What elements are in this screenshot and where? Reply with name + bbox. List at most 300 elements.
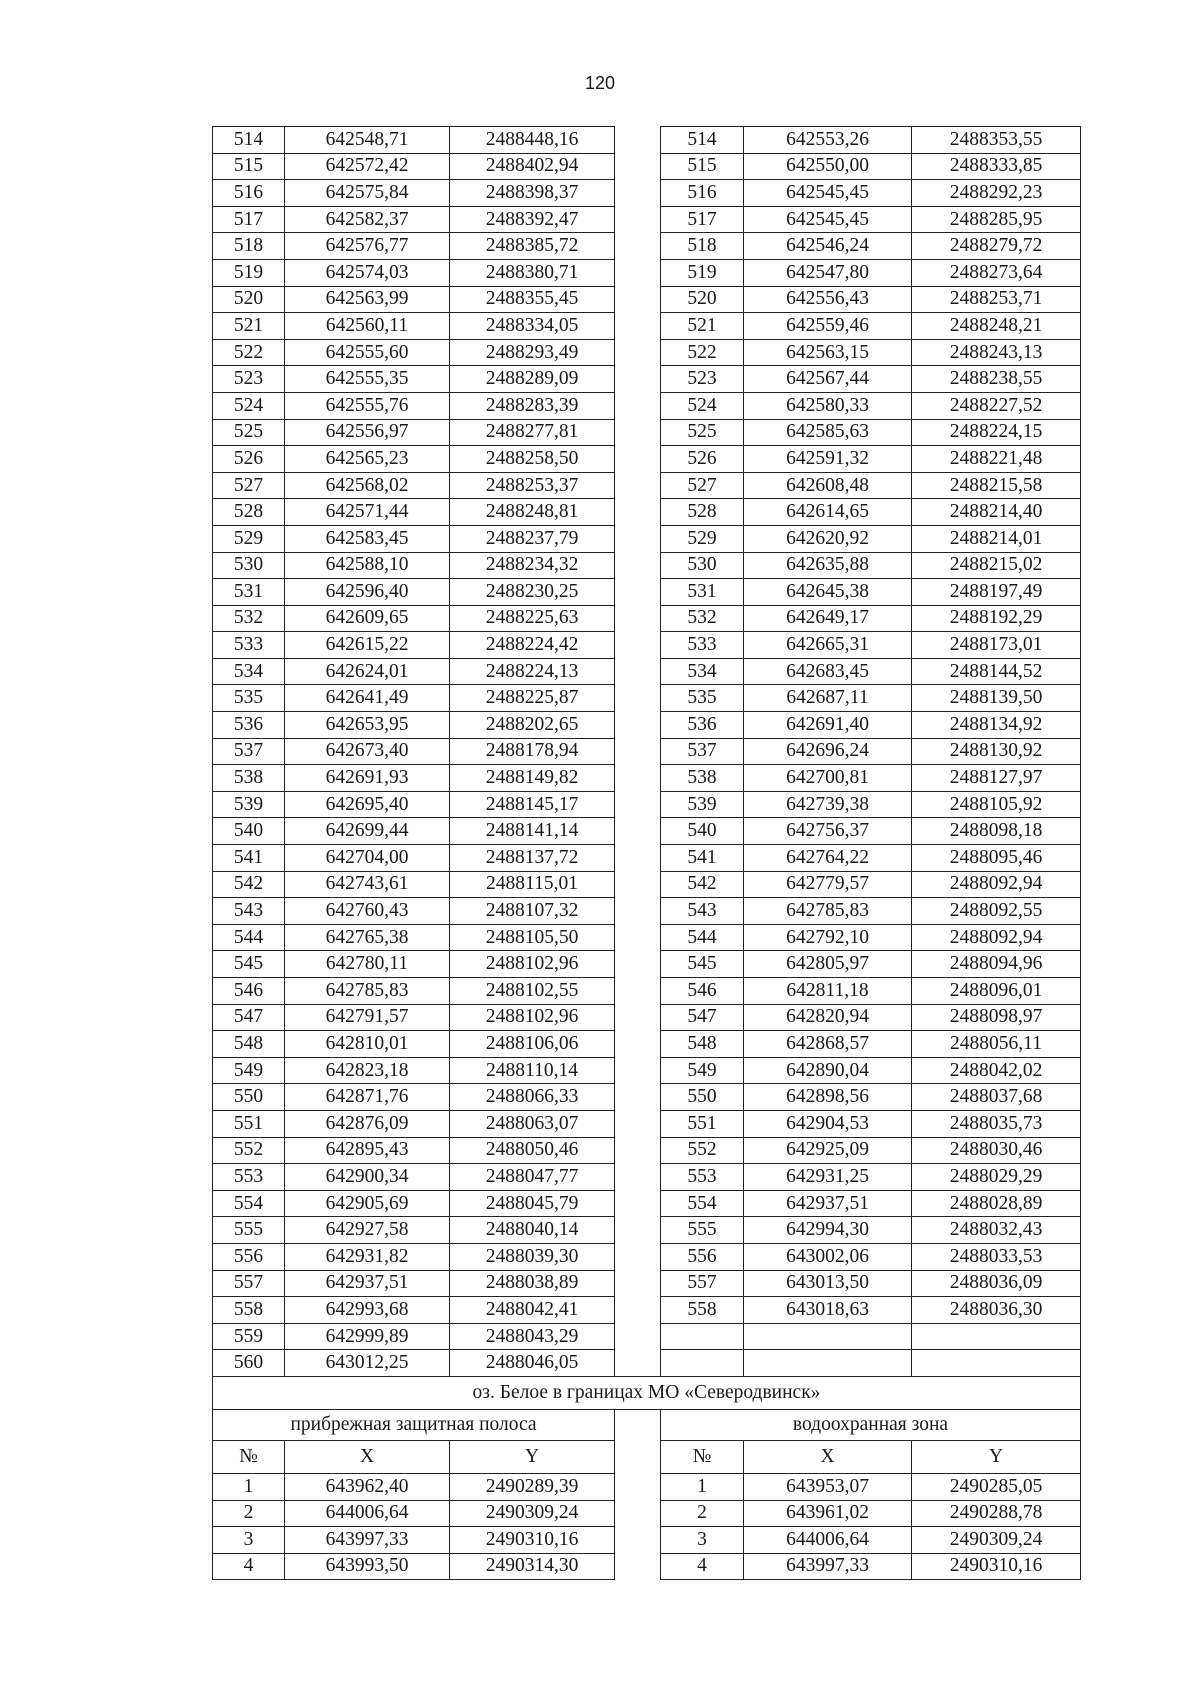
y-right: 2488098,18 bbox=[912, 818, 1081, 845]
x-right: 643961,02 bbox=[744, 1500, 912, 1527]
x-right: 642868,57 bbox=[744, 1031, 912, 1058]
gap-cell bbox=[615, 951, 661, 978]
y-right: 2488215,02 bbox=[912, 552, 1081, 579]
point-number-left: 556 bbox=[213, 1243, 285, 1270]
table-row bbox=[213, 1031, 1081, 1058]
gap-cell bbox=[615, 1164, 661, 1191]
gap-cell bbox=[615, 1270, 661, 1297]
x-left: 642999,89 bbox=[285, 1323, 450, 1350]
y-right: 2488033,53 bbox=[912, 1243, 1081, 1270]
gap-cell bbox=[615, 259, 661, 286]
table-row bbox=[213, 738, 1081, 765]
point-number-left: 526 bbox=[213, 446, 285, 473]
point-number-left: 555 bbox=[213, 1217, 285, 1244]
gap-cell bbox=[615, 1137, 661, 1164]
x-left: 642905,69 bbox=[285, 1190, 450, 1217]
x-right: 642820,94 bbox=[744, 1004, 912, 1031]
x-right: 642591,32 bbox=[744, 446, 912, 473]
point-number-right: 519 bbox=[661, 259, 744, 286]
table-row bbox=[213, 446, 1081, 473]
y-left: 2488102,96 bbox=[450, 951, 615, 978]
table-row bbox=[213, 1217, 1081, 1244]
x-left: 642931,82 bbox=[285, 1243, 450, 1270]
x-right: 642665,31 bbox=[744, 632, 912, 659]
gap-cell bbox=[615, 1190, 661, 1217]
y-right: 2488285,95 bbox=[912, 206, 1081, 233]
table-row bbox=[213, 1297, 1081, 1324]
x-left: 642556,97 bbox=[285, 419, 450, 446]
y-left: 2488137,72 bbox=[450, 845, 615, 872]
point-number-right: 536 bbox=[661, 712, 744, 739]
point-number-right: 550 bbox=[661, 1084, 744, 1111]
y-left: 2488046,05 bbox=[450, 1350, 615, 1377]
gap-cell bbox=[615, 525, 661, 552]
point-number-left: 525 bbox=[213, 419, 285, 446]
point-number-right: 517 bbox=[661, 206, 744, 233]
point-number-right: 534 bbox=[661, 658, 744, 685]
point-number-right: 524 bbox=[661, 392, 744, 419]
y-left: 2488107,32 bbox=[450, 898, 615, 925]
x-right: 643013,50 bbox=[744, 1270, 912, 1297]
point-number-right: 4 bbox=[661, 1553, 744, 1580]
gap-cell bbox=[615, 632, 661, 659]
table-row bbox=[213, 259, 1081, 286]
y-right: 2488036,30 bbox=[912, 1297, 1081, 1324]
point-number-left: 557 bbox=[213, 1270, 285, 1297]
y-right: 2488056,11 bbox=[912, 1031, 1081, 1058]
gap-cell bbox=[615, 286, 661, 313]
table-row bbox=[213, 1057, 1081, 1084]
gap-cell bbox=[615, 313, 661, 340]
table-row bbox=[213, 127, 1081, 154]
gap-cell bbox=[615, 605, 661, 632]
x-left: 642560,11 bbox=[285, 313, 450, 340]
point-number-left: 538 bbox=[213, 765, 285, 792]
gap-cell bbox=[615, 499, 661, 526]
table-row bbox=[213, 712, 1081, 739]
gap-cell bbox=[615, 366, 661, 393]
point-number-right: 522 bbox=[661, 339, 744, 366]
x-left: 642583,45 bbox=[285, 525, 450, 552]
gap-cell bbox=[615, 1217, 661, 1244]
y-left: 2488293,49 bbox=[450, 339, 615, 366]
x-right: 642546,24 bbox=[744, 233, 912, 260]
x-left: 643012,25 bbox=[285, 1350, 450, 1377]
x-left: 642575,84 bbox=[285, 180, 450, 207]
table-row bbox=[213, 871, 1081, 898]
section-caption-row bbox=[213, 1376, 1081, 1409]
point-number-right: 2 bbox=[661, 1500, 744, 1527]
x-right: 642649,17 bbox=[744, 605, 912, 632]
point-number-right: 533 bbox=[661, 632, 744, 659]
x-right: 642545,45 bbox=[744, 206, 912, 233]
y-left: 2488224,13 bbox=[450, 658, 615, 685]
x-left: 642743,61 bbox=[285, 871, 450, 898]
y-left: 2488102,96 bbox=[450, 1004, 615, 1031]
y-right: 2488139,50 bbox=[912, 685, 1081, 712]
point-number-left: 531 bbox=[213, 579, 285, 606]
x-right: 643018,63 bbox=[744, 1297, 912, 1324]
y-right: 2488037,68 bbox=[912, 1084, 1081, 1111]
y-left: 2488355,45 bbox=[450, 286, 615, 313]
y-left: 2488141,14 bbox=[450, 818, 615, 845]
point-number-right: 515 bbox=[661, 153, 744, 180]
point-number-left: 549 bbox=[213, 1057, 285, 1084]
x-right: 642635,88 bbox=[744, 552, 912, 579]
table-row bbox=[213, 1110, 1081, 1137]
point-number-right: 546 bbox=[661, 978, 744, 1005]
gap-cell bbox=[615, 1110, 661, 1137]
point-number-right: 548 bbox=[661, 1031, 744, 1058]
point-number-right: 532 bbox=[661, 605, 744, 632]
y-right: 2488105,92 bbox=[912, 791, 1081, 818]
y-right: 2488292,23 bbox=[912, 180, 1081, 207]
table-row bbox=[213, 525, 1081, 552]
x-right: 642567,44 bbox=[744, 366, 912, 393]
y-right: 2490288,78 bbox=[912, 1500, 1081, 1527]
table-row bbox=[213, 339, 1081, 366]
x-right: 642620,92 bbox=[744, 525, 912, 552]
y-right: 2488096,01 bbox=[912, 978, 1081, 1005]
point-number-left: 528 bbox=[213, 499, 285, 526]
x-right: 642645,38 bbox=[744, 579, 912, 606]
y-left: 2488202,65 bbox=[450, 712, 615, 739]
table-row bbox=[213, 685, 1081, 712]
table-row bbox=[213, 1270, 1081, 1297]
x-left: 642765,38 bbox=[285, 924, 450, 951]
x-right bbox=[744, 1323, 912, 1350]
point-number-right: 523 bbox=[661, 366, 744, 393]
y-left: 2488230,25 bbox=[450, 579, 615, 606]
x-right: 642811,18 bbox=[744, 978, 912, 1005]
y-right bbox=[912, 1323, 1081, 1350]
point-number-left: 543 bbox=[213, 898, 285, 925]
point-number-right bbox=[661, 1350, 744, 1377]
y-left: 2488178,94 bbox=[450, 738, 615, 765]
y-left: 2488050,46 bbox=[450, 1137, 615, 1164]
x-right: 642614,65 bbox=[744, 499, 912, 526]
y-right: 2488214,01 bbox=[912, 525, 1081, 552]
gap-cell bbox=[615, 153, 661, 180]
table-row bbox=[213, 579, 1081, 606]
point-number-right: 518 bbox=[661, 233, 744, 260]
table-row bbox=[213, 845, 1081, 872]
y-left: 2488066,33 bbox=[450, 1084, 615, 1111]
point-number-right: 551 bbox=[661, 1110, 744, 1137]
point-number-left: 558 bbox=[213, 1297, 285, 1324]
y-left: 2490314,30 bbox=[450, 1553, 615, 1580]
point-number-left: 518 bbox=[213, 233, 285, 260]
x-right: 642904,53 bbox=[744, 1110, 912, 1137]
gap-cell bbox=[615, 1057, 661, 1084]
point-number-right: 3 bbox=[661, 1527, 744, 1554]
point-number-right: 530 bbox=[661, 552, 744, 579]
upper-rows bbox=[213, 127, 1081, 1377]
point-number-right: 527 bbox=[661, 472, 744, 499]
table-row bbox=[213, 765, 1081, 792]
column-header-row bbox=[213, 1440, 1081, 1473]
x-left: 642571,44 bbox=[285, 499, 450, 526]
gap-cell bbox=[615, 924, 661, 951]
point-number-right: 539 bbox=[661, 791, 744, 818]
gap-cell bbox=[615, 180, 661, 207]
x-left: 642810,01 bbox=[285, 1031, 450, 1058]
point-number-left: 534 bbox=[213, 658, 285, 685]
x-left: 642695,40 bbox=[285, 791, 450, 818]
page-number: 120 bbox=[584, 73, 616, 93]
x-right: 642785,83 bbox=[744, 898, 912, 925]
table-row bbox=[213, 313, 1081, 340]
left-subtitle: прибрежная защитная полоса bbox=[213, 1409, 615, 1440]
point-number-left: 1 bbox=[213, 1473, 285, 1500]
point-number-right: 1 bbox=[661, 1473, 744, 1500]
y-right: 2488127,97 bbox=[912, 765, 1081, 792]
gap-cell bbox=[615, 1297, 661, 1324]
x-left: 642555,76 bbox=[285, 392, 450, 419]
point-number-left: 516 bbox=[213, 180, 285, 207]
y-right: 2488030,46 bbox=[912, 1137, 1081, 1164]
y-right: 2488092,94 bbox=[912, 924, 1081, 951]
y-right: 2488094,96 bbox=[912, 951, 1081, 978]
coordinates-table bbox=[212, 126, 1081, 1580]
point-number-right: 526 bbox=[661, 446, 744, 473]
point-number-right: 542 bbox=[661, 871, 744, 898]
x-right: 642696,24 bbox=[744, 738, 912, 765]
x-right: 642898,56 bbox=[744, 1084, 912, 1111]
right-subtitle: водоохранная зона bbox=[661, 1409, 1081, 1440]
gap-cell bbox=[615, 845, 661, 872]
point-number-left: 546 bbox=[213, 978, 285, 1005]
y-right: 2488092,94 bbox=[912, 871, 1081, 898]
point-number-right: 549 bbox=[661, 1057, 744, 1084]
y-right: 2488028,89 bbox=[912, 1190, 1081, 1217]
point-number-left: 4 bbox=[213, 1553, 285, 1580]
table-row bbox=[213, 898, 1081, 925]
subtitle-row bbox=[213, 1409, 1081, 1440]
point-number-left: 541 bbox=[213, 845, 285, 872]
table-row bbox=[213, 978, 1081, 1005]
point-number-right: 554 bbox=[661, 1190, 744, 1217]
x-left: 642780,11 bbox=[285, 951, 450, 978]
table-row bbox=[213, 153, 1081, 180]
point-number-right: 547 bbox=[661, 1004, 744, 1031]
x-left: 642673,40 bbox=[285, 738, 450, 765]
x-right: 642580,33 bbox=[744, 392, 912, 419]
point-number-left: 521 bbox=[213, 313, 285, 340]
x-right: 642739,38 bbox=[744, 791, 912, 818]
point-number-right: 531 bbox=[661, 579, 744, 606]
x-left: 642823,18 bbox=[285, 1057, 450, 1084]
y-right: 2488173,01 bbox=[912, 632, 1081, 659]
x-left: 642871,76 bbox=[285, 1084, 450, 1111]
y-left: 2488402,94 bbox=[450, 153, 615, 180]
point-number-left: 520 bbox=[213, 286, 285, 313]
gap-cell bbox=[615, 1323, 661, 1350]
point-number-left: 548 bbox=[213, 1031, 285, 1058]
point-number-left: 532 bbox=[213, 605, 285, 632]
point-number-left: 535 bbox=[213, 685, 285, 712]
gap-cell bbox=[615, 978, 661, 1005]
table-row bbox=[213, 924, 1081, 951]
x-right: 642756,37 bbox=[744, 818, 912, 845]
table-row bbox=[213, 632, 1081, 659]
y-left: 2488115,01 bbox=[450, 871, 615, 898]
table-row bbox=[213, 1190, 1081, 1217]
y-right: 2488214,40 bbox=[912, 499, 1081, 526]
y-left: 2488063,07 bbox=[450, 1110, 615, 1137]
y-left: 2488334,05 bbox=[450, 313, 615, 340]
y-left: 2488040,14 bbox=[450, 1217, 615, 1244]
x-left: 642576,77 bbox=[285, 233, 450, 260]
table-row bbox=[213, 1323, 1081, 1350]
point-number-right: 525 bbox=[661, 419, 744, 446]
x-left: 642937,51 bbox=[285, 1270, 450, 1297]
point-number-left: 545 bbox=[213, 951, 285, 978]
x-right: 642550,00 bbox=[744, 153, 912, 180]
y-right: 2488192,29 bbox=[912, 605, 1081, 632]
gap-cell bbox=[615, 738, 661, 765]
gap-cell bbox=[615, 419, 661, 446]
table-row bbox=[213, 1137, 1081, 1164]
x-left: 642615,22 bbox=[285, 632, 450, 659]
y-left: 2488043,29 bbox=[450, 1323, 615, 1350]
point-number-right: 541 bbox=[661, 845, 744, 872]
point-number-right: 543 bbox=[661, 898, 744, 925]
x-right bbox=[744, 1350, 912, 1377]
x-left: 642876,09 bbox=[285, 1110, 450, 1137]
y-right: 2488279,72 bbox=[912, 233, 1081, 260]
y-left: 2490289,39 bbox=[450, 1473, 615, 1500]
table-row bbox=[213, 366, 1081, 393]
x-right: 642700,81 bbox=[744, 765, 912, 792]
point-number-right: 552 bbox=[661, 1137, 744, 1164]
gap-cell bbox=[615, 685, 661, 712]
y-left: 2488237,79 bbox=[450, 525, 615, 552]
x-right: 642994,30 bbox=[744, 1217, 912, 1244]
point-number-left: 517 bbox=[213, 206, 285, 233]
x-right: 642556,43 bbox=[744, 286, 912, 313]
x-left: 642596,40 bbox=[285, 579, 450, 606]
table-row bbox=[213, 233, 1081, 260]
x-left: 643962,40 bbox=[285, 1473, 450, 1500]
x-left: 642760,43 bbox=[285, 898, 450, 925]
y-left: 2488045,79 bbox=[450, 1190, 615, 1217]
table-row bbox=[213, 1164, 1081, 1191]
x-left: 642563,99 bbox=[285, 286, 450, 313]
y-left: 2488145,17 bbox=[450, 791, 615, 818]
y-right: 2488130,92 bbox=[912, 738, 1081, 765]
col-header-number-left: № bbox=[213, 1440, 285, 1473]
y-left: 2488224,42 bbox=[450, 632, 615, 659]
y-right: 2488095,46 bbox=[912, 845, 1081, 872]
x-left: 644006,64 bbox=[285, 1500, 450, 1527]
y-right: 2490310,16 bbox=[912, 1553, 1081, 1580]
point-number-left: 537 bbox=[213, 738, 285, 765]
gap-cell bbox=[615, 446, 661, 473]
x-left: 642927,58 bbox=[285, 1217, 450, 1244]
table-row bbox=[213, 1473, 1081, 1500]
table-row bbox=[213, 286, 1081, 313]
y-left: 2488225,87 bbox=[450, 685, 615, 712]
gap-cell bbox=[615, 1527, 661, 1554]
table-row bbox=[213, 472, 1081, 499]
y-left: 2488042,41 bbox=[450, 1297, 615, 1324]
table-row bbox=[213, 419, 1081, 446]
x-right: 642608,48 bbox=[744, 472, 912, 499]
point-number-left: 544 bbox=[213, 924, 285, 951]
col-header-x-right: X bbox=[744, 1440, 912, 1473]
y-right: 2488221,48 bbox=[912, 446, 1081, 473]
point-number-right: 557 bbox=[661, 1270, 744, 1297]
x-right: 642890,04 bbox=[744, 1057, 912, 1084]
point-number-right: 516 bbox=[661, 180, 744, 207]
x-left: 642785,83 bbox=[285, 978, 450, 1005]
point-number-right: 528 bbox=[661, 499, 744, 526]
y-left: 2488448,16 bbox=[450, 127, 615, 154]
gap-cell bbox=[615, 898, 661, 925]
x-left: 643993,50 bbox=[285, 1553, 450, 1580]
gap-cell bbox=[615, 658, 661, 685]
lower-section bbox=[213, 1376, 1081, 1579]
y-right: 2488238,55 bbox=[912, 366, 1081, 393]
y-left: 2488398,37 bbox=[450, 180, 615, 207]
x-left: 642624,01 bbox=[285, 658, 450, 685]
x-right: 642559,46 bbox=[744, 313, 912, 340]
point-number-left: 527 bbox=[213, 472, 285, 499]
y-right: 2488243,13 bbox=[912, 339, 1081, 366]
x-left: 642691,93 bbox=[285, 765, 450, 792]
y-left: 2488047,77 bbox=[450, 1164, 615, 1191]
gap-cell bbox=[615, 1409, 661, 1440]
y-right: 2488032,43 bbox=[912, 1217, 1081, 1244]
x-left: 642900,34 bbox=[285, 1164, 450, 1191]
x-left: 642555,60 bbox=[285, 339, 450, 366]
table-row bbox=[213, 1350, 1081, 1377]
y-right: 2488197,49 bbox=[912, 579, 1081, 606]
point-number-left: 524 bbox=[213, 392, 285, 419]
col-header-x-left: X bbox=[285, 1440, 450, 1473]
point-number-left: 550 bbox=[213, 1084, 285, 1111]
point-number-right: 545 bbox=[661, 951, 744, 978]
point-number-right: 514 bbox=[661, 127, 744, 154]
x-right: 642931,25 bbox=[744, 1164, 912, 1191]
y-left: 2488277,81 bbox=[450, 419, 615, 446]
x-left: 642588,10 bbox=[285, 552, 450, 579]
point-number-left: 530 bbox=[213, 552, 285, 579]
gap-cell bbox=[615, 791, 661, 818]
point-number-left: 554 bbox=[213, 1190, 285, 1217]
y-left: 2488105,50 bbox=[450, 924, 615, 951]
x-right: 642925,09 bbox=[744, 1137, 912, 1164]
gap-cell bbox=[615, 1084, 661, 1111]
point-number-left: 560 bbox=[213, 1350, 285, 1377]
gap-cell bbox=[615, 1350, 661, 1377]
y-right: 2488248,21 bbox=[912, 313, 1081, 340]
y-left: 2488289,09 bbox=[450, 366, 615, 393]
table-row bbox=[213, 791, 1081, 818]
point-number-left: 542 bbox=[213, 871, 285, 898]
point-number-right: 529 bbox=[661, 525, 744, 552]
y-right: 2488036,09 bbox=[912, 1270, 1081, 1297]
x-left: 642568,02 bbox=[285, 472, 450, 499]
x-left: 642555,35 bbox=[285, 366, 450, 393]
point-number-left: 533 bbox=[213, 632, 285, 659]
y-right: 2490285,05 bbox=[912, 1473, 1081, 1500]
point-number-right: 556 bbox=[661, 1243, 744, 1270]
x-right: 643997,33 bbox=[744, 1553, 912, 1580]
point-number-left: 515 bbox=[213, 153, 285, 180]
y-right: 2488215,58 bbox=[912, 472, 1081, 499]
